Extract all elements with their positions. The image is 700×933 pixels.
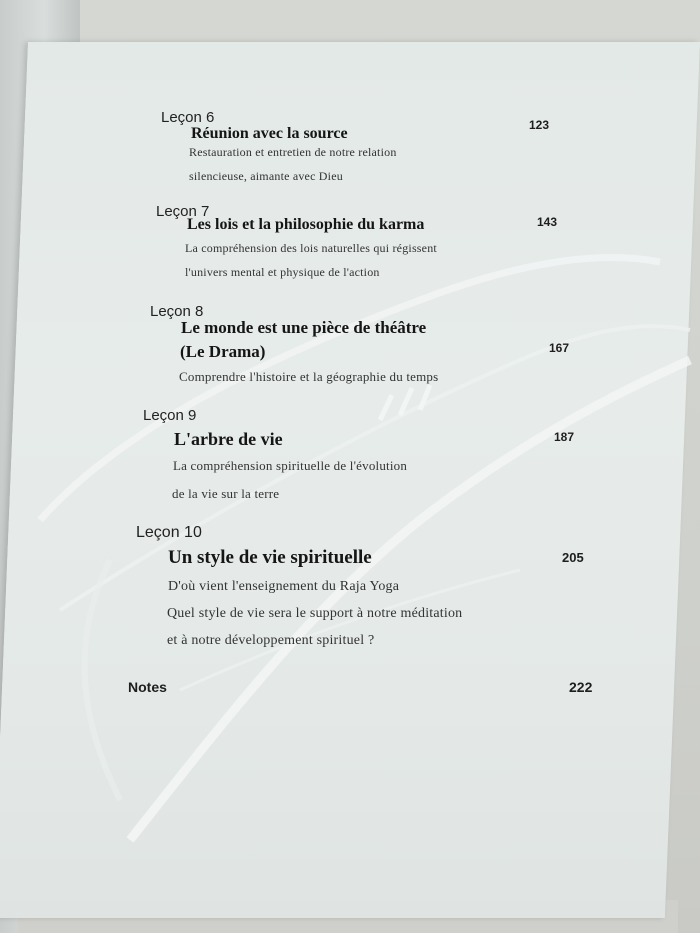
page-number: 205	[562, 550, 584, 565]
lesson-title: L'arbre de vie	[174, 429, 283, 449]
page-number: 167	[549, 341, 570, 355]
lesson-title-continued: (Le Drama)	[180, 342, 266, 361]
lesson-label: Leçon 8	[150, 303, 204, 320]
notes-label: Notes	[128, 679, 167, 695]
page-number: 222	[569, 679, 593, 695]
lesson-description-line: La compréhension des lois naturelles qui régissent	[185, 241, 437, 255]
lesson-description-line: La compréhension spirituelle de l'évolution	[173, 458, 408, 473]
lesson-description-line: Restauration et entretien de notre relation	[189, 145, 397, 159]
lesson-title: Réunion avec la source	[191, 125, 348, 142]
lesson-title: Les lois et la philosophie du karma	[187, 216, 425, 233]
lesson-description-line: D'où vient l'enseignement du Raja Yoga	[168, 579, 400, 594]
lesson-description-line: Comprendre l'histoire et la géographie du temps	[179, 369, 439, 384]
lesson-label: Leçon 9	[143, 407, 197, 424]
lesson-title: Le monde est une pièce de théâtre	[181, 318, 427, 337]
lesson-label: Leçon 10	[136, 524, 202, 541]
page-number: 143	[537, 215, 558, 229]
lesson-title: Un style de vie spirituelle	[168, 547, 372, 568]
lesson-description-line: l'univers mental et physique de l'action	[185, 265, 380, 279]
lesson-description-line: et à notre développement spirituel ?	[167, 633, 375, 648]
lesson-description-line: Quel style de vie sera le support à notre méditation	[167, 606, 463, 621]
lesson-description-line: silencieuse, aimante avec Dieu	[189, 169, 343, 183]
page-number: 123	[529, 118, 550, 132]
lesson-description-line: de la vie sur la terre	[172, 486, 280, 501]
page-number: 187	[554, 430, 575, 444]
lesson-label: Leçon 7	[156, 203, 210, 220]
lesson-label: Leçon 6	[161, 109, 215, 126]
